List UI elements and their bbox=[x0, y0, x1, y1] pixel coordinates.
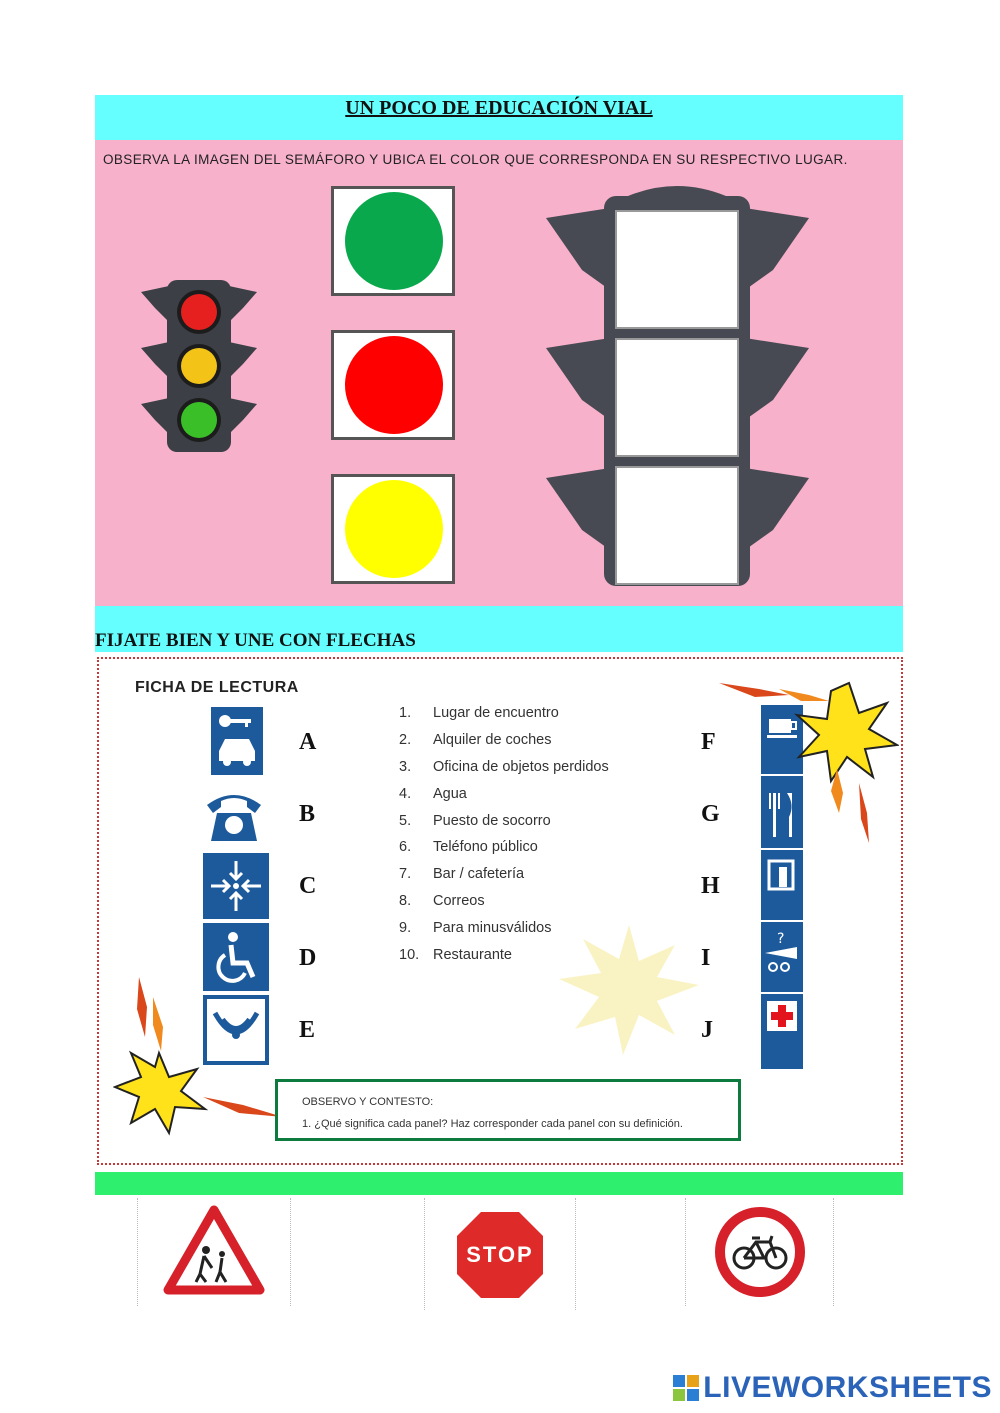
car-rental-sign bbox=[211, 707, 263, 775]
stop-text: STOP bbox=[466, 1242, 534, 1267]
faded-explosion-decoration bbox=[539, 925, 739, 1075]
yellow-light bbox=[181, 348, 217, 384]
no-bicycle-icon bbox=[686, 1198, 833, 1306]
list-item: 8. Correos bbox=[399, 893, 485, 909]
question-umbrella-icon bbox=[765, 931, 797, 971]
telephone-icon bbox=[203, 785, 265, 843]
color-card-red[interactable] bbox=[331, 330, 455, 440]
ficha-title: FICHA DE LECTURA bbox=[135, 679, 299, 696]
children-warning-icon bbox=[138, 1198, 290, 1306]
letter-i: I bbox=[701, 945, 711, 971]
children-crossing-sign-card[interactable] bbox=[137, 1198, 291, 1306]
list-item: 2. Alquiler de coches bbox=[399, 732, 552, 748]
phone-sign bbox=[203, 785, 265, 843]
section2-title: FIJATE BIEN Y UNE CON FLECHAS bbox=[95, 630, 416, 651]
page-title: UN POCO DE EDUCACIÓN VIAL bbox=[345, 97, 653, 119]
observo-question: 1. ¿Qué significa cada panel? Haz corresponder cada panel con su definición. bbox=[302, 1118, 683, 1130]
drop-slot-bottom[interactable] bbox=[615, 466, 739, 585]
list-item: 10. Restaurante bbox=[399, 947, 512, 963]
small-traffic-light-image bbox=[139, 278, 259, 458]
letter-a: A bbox=[299, 729, 317, 755]
explosion-decoration-top-right bbox=[719, 673, 899, 849]
letter-h: H bbox=[701, 873, 720, 899]
drop-slot-top[interactable] bbox=[615, 210, 739, 329]
list-item: 6. Teléfono público bbox=[399, 839, 538, 855]
letter-e: E bbox=[299, 1017, 316, 1043]
explosion-decoration-bottom-left bbox=[113, 977, 293, 1137]
red-circle bbox=[345, 336, 443, 434]
list-item: 1. Lugar de encuentro bbox=[399, 705, 559, 721]
first-aid-icon bbox=[767, 1001, 797, 1031]
liveworksheets-logo-icon bbox=[673, 1375, 699, 1401]
no-bicycles-sign-card[interactable] bbox=[685, 1198, 834, 1306]
color-card-green[interactable] bbox=[331, 186, 455, 296]
list-item: 5. Puesto de socorro bbox=[399, 813, 551, 829]
observo-title: OBSERVO Y CONTESTO: bbox=[302, 1096, 434, 1108]
observo-box bbox=[275, 1079, 741, 1141]
meeting-point-sign bbox=[203, 853, 269, 919]
yellow-circle bbox=[345, 480, 443, 578]
green-circle bbox=[345, 192, 443, 290]
list-item: 7. Bar / cafetería bbox=[399, 866, 525, 882]
traffic-light-section bbox=[95, 140, 903, 606]
brand-text: LIVEWORKSHEETS bbox=[703, 1371, 992, 1404]
letter-f: F bbox=[701, 729, 716, 755]
list-item: 9. Para minusválidos bbox=[399, 920, 552, 936]
stop-sign-card[interactable] bbox=[424, 1198, 576, 1310]
car-key-icon bbox=[211, 707, 263, 775]
lost-property-icon bbox=[769, 861, 793, 889]
letter-b: B bbox=[299, 801, 316, 827]
letter-j: J bbox=[701, 1017, 713, 1043]
instruction-text: OBSERVA LA IMAGEN DEL SEMÁFORO Y UBICA EL COLOR QUE CORRESPONDA EN SU RESPECTIVO LUGAR. bbox=[103, 152, 848, 167]
meeting-point-icon bbox=[203, 853, 269, 919]
red-light bbox=[181, 294, 217, 330]
list-item: 4. Agua bbox=[399, 786, 467, 802]
green-light bbox=[181, 402, 217, 438]
letter-d: D bbox=[299, 945, 317, 971]
svg-text:?: ? bbox=[777, 931, 785, 947]
list-item: 3. Oficina de objetos perdidos bbox=[399, 759, 609, 775]
color-card-yellow[interactable] bbox=[331, 474, 455, 584]
ficha-panel bbox=[97, 657, 903, 1165]
liveworksheets-logo bbox=[673, 1371, 992, 1405]
green-divider-bar bbox=[95, 1172, 903, 1195]
letter-c: C bbox=[299, 873, 317, 899]
letter-g: G bbox=[701, 801, 720, 827]
drop-slot-middle[interactable] bbox=[615, 338, 739, 457]
section2-bar bbox=[95, 606, 903, 652]
title-bar bbox=[95, 95, 903, 140]
